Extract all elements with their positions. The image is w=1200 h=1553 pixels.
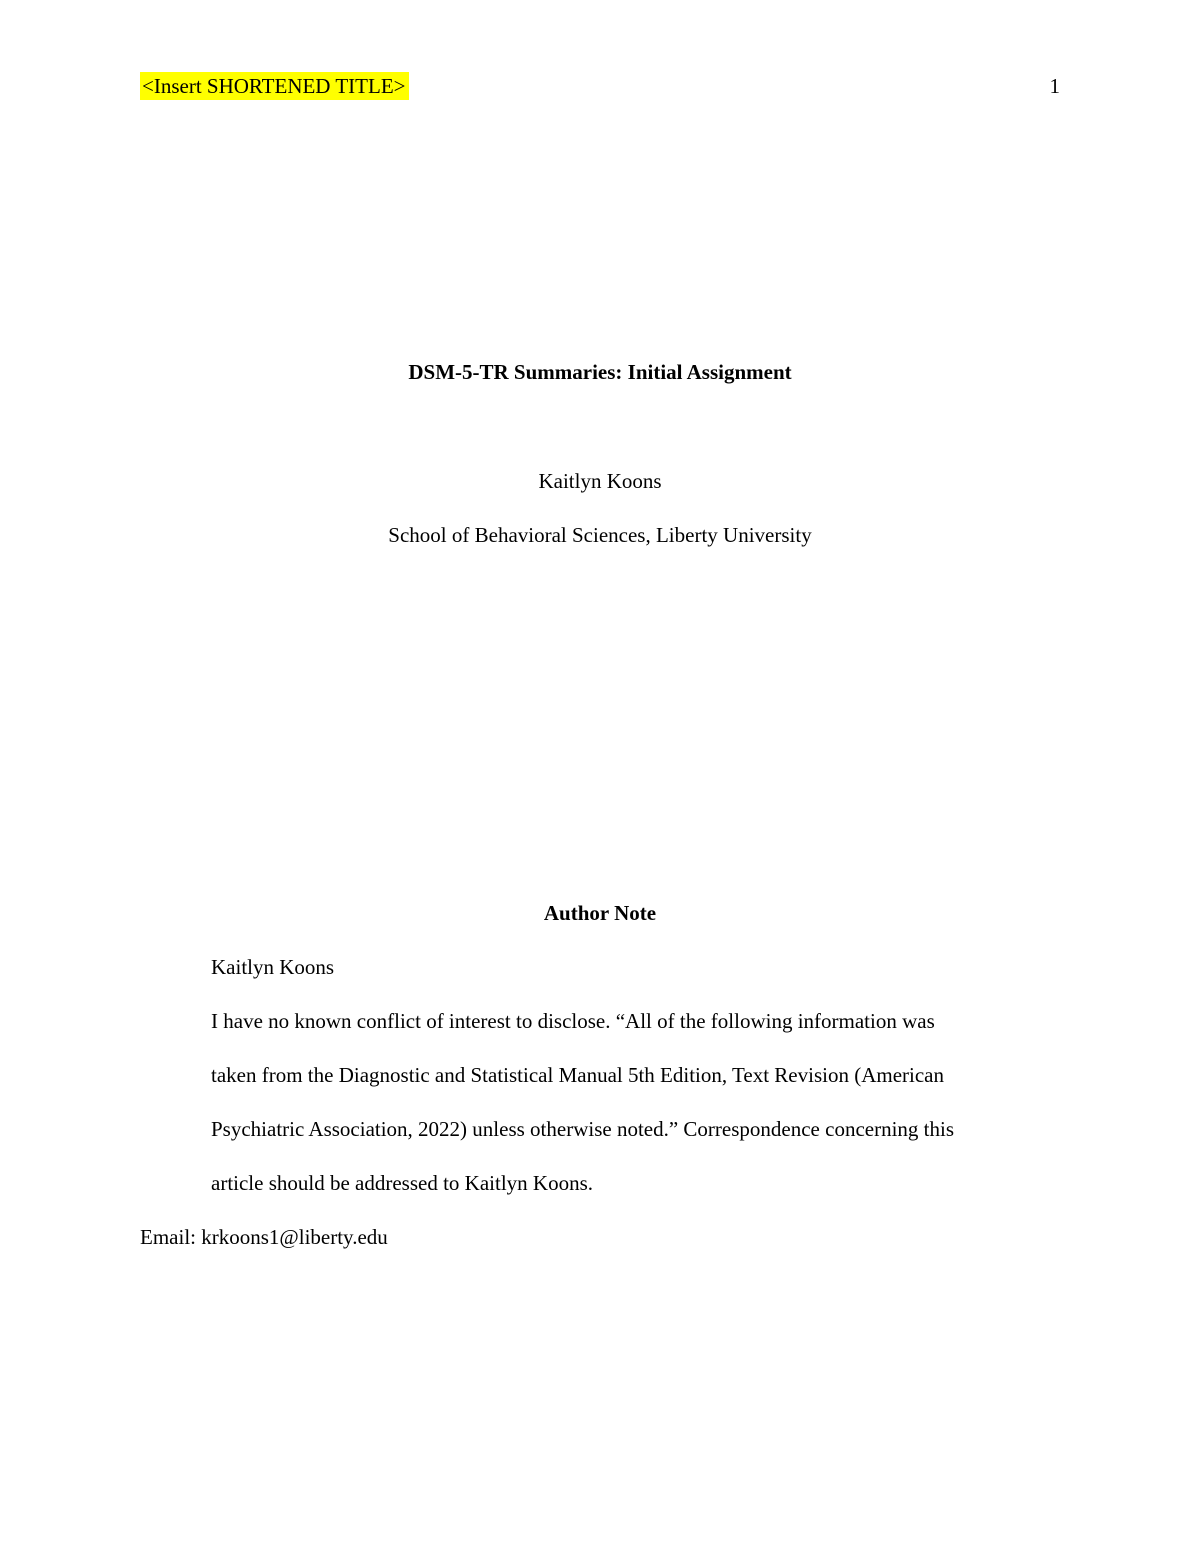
page-number: 1 [1049,74,1060,98]
author-note-heading: Author Note [543,901,657,925]
running-head: <Insert SHORTENED TITLE> [140,72,409,100]
author-note-line: Kaitlyn Koons [211,955,335,979]
author-note-line: I have no known conflict of interest to disclose. “All of the following information was [211,1009,935,1033]
author-note-line: article should be addressed to Kaitlyn Koons. [211,1171,593,1195]
email-line: Email: krkoons1@liberty.edu [140,1225,388,1249]
author-note-body [211,953,1071,1223]
author-note-line: taken from the Diagnostic and Statistical Manual 5th Edition, Text Revision (American [211,1063,944,1087]
author-affiliation: School of Behavioral Sciences, Liberty University [388,523,812,547]
paper-title: DSM-5-TR Summaries: Initial Assignment [408,360,792,384]
author-name: Kaitlyn Koons [538,469,662,493]
author-note-line: Psychiatric Association, 2022) unless otherwise noted.” Correspondence concerning this [211,1117,954,1141]
